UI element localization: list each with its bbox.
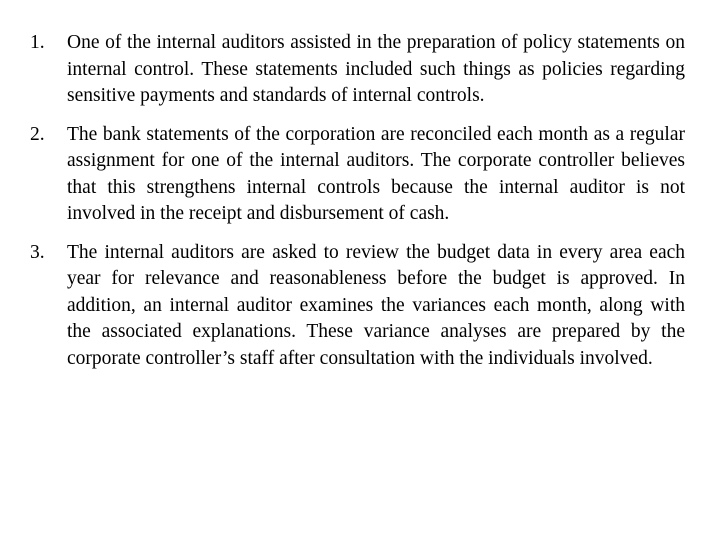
list-number-1: 1. — [30, 32, 45, 53]
list-item-3 — [30, 240, 685, 373]
list-text-3: The internal auditors are asked to review the budget data in every area each year for relevance and reasonableness before the budget is approved. In addition, an internal auditor examines the variances each month, along with the associated explanations. These variance analyses are prepared by the corporate controller’s staff after consultation with the individuals involved. — [67, 241, 685, 369]
list-number-2: 2. — [30, 123, 45, 145]
numbered-list — [30, 30, 685, 372]
list-item-1 — [30, 30, 685, 110]
list-text-1: One of the internal auditors assisted in the preparation of policy statements on internal control. These statements included such things as policies regarding sensitive payments and standards of internal controls. — [67, 32, 685, 106]
list-text-2: The bank statements of the corporation are reconciled each month as a regular assignment for one of the internal auditors. The corporate controller believes that this strengthens internal controls because the internal auditor is not involved in the receipt and disbursement of cash. — [67, 123, 685, 224]
list-number-3: 3. — [30, 241, 45, 263]
list-item-2 — [30, 122, 685, 228]
